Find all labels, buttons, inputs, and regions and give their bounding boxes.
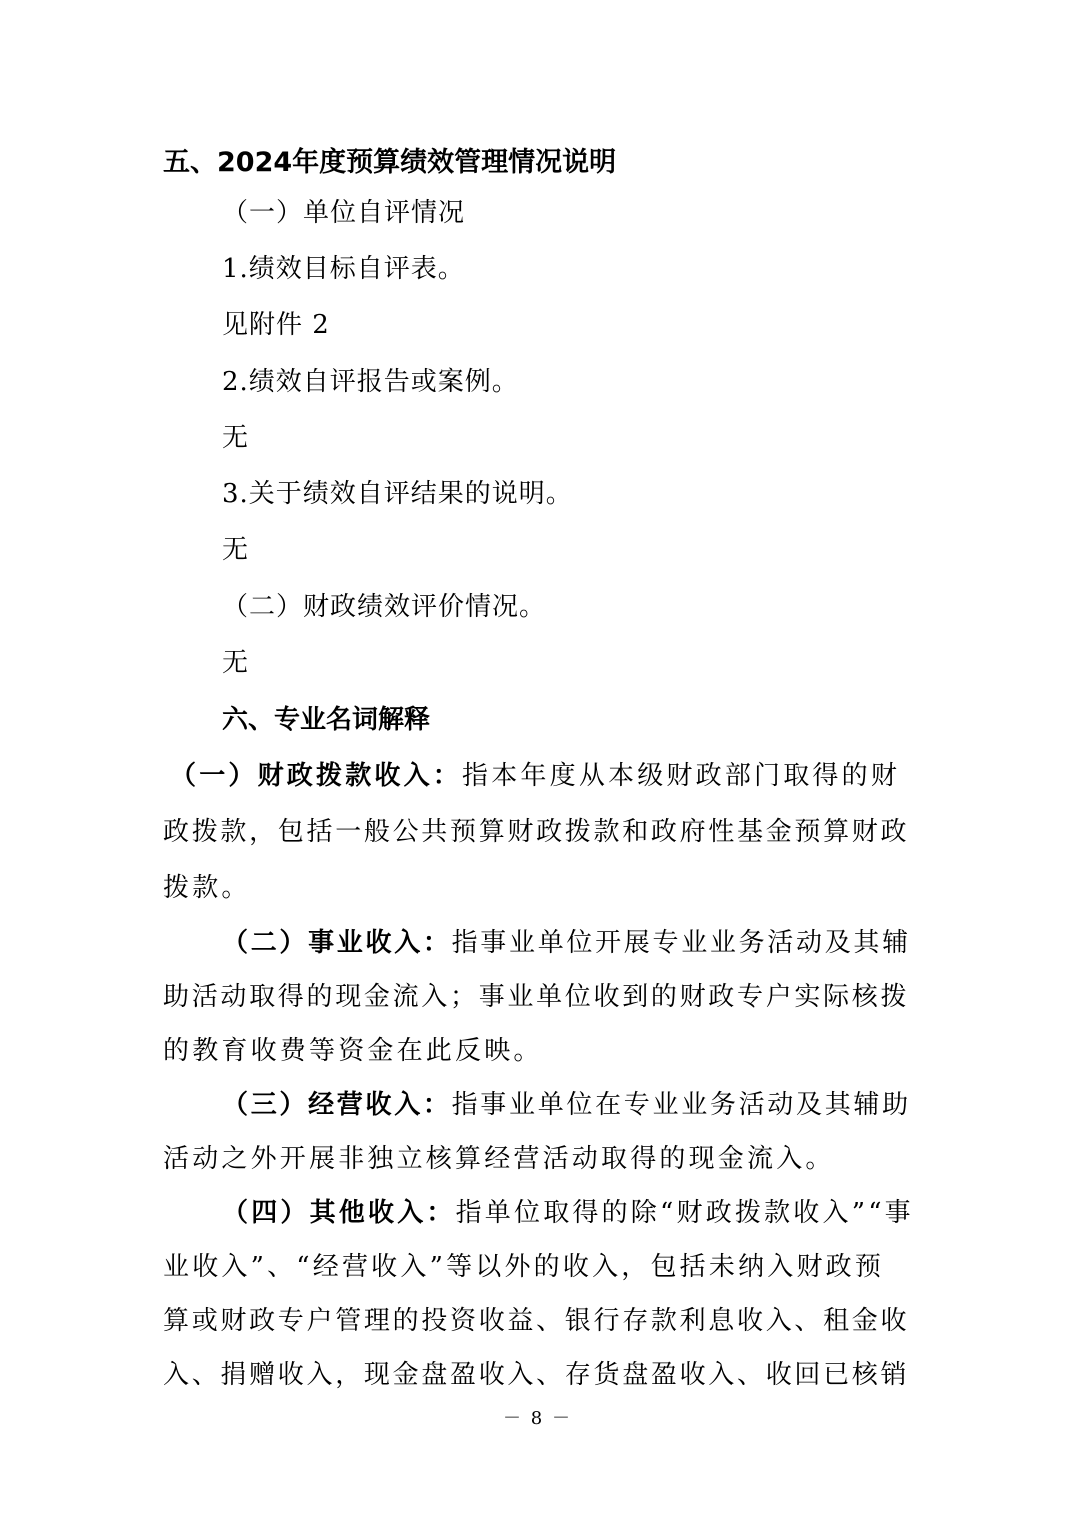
- sub2-value: 无: [222, 648, 250, 678]
- term1-text-1: 指本年度从本级财政部门取得的财: [462, 761, 901, 791]
- section6-heading: 六、专业名词解释: [222, 705, 431, 735]
- term1-label: （一）财政拨款收入：: [170, 761, 463, 791]
- term4-line3: 算或财政专户管理的投资收益、银行存款利息收入、租金收: [163, 1306, 910, 1336]
- item3-value: 无: [222, 535, 250, 565]
- term2-line3: 的教育收费等资金在此反映。: [163, 1036, 543, 1066]
- term1-line1: [170, 759, 900, 793]
- term4-line1: [222, 1196, 914, 1230]
- term3-line1: [222, 1088, 911, 1122]
- item1-title: 1.绩效目标自评表。: [222, 254, 465, 284]
- term4-label: （四）其他收入：: [222, 1198, 456, 1228]
- item3-title: 3.关于绩效自评结果的说明。: [222, 479, 573, 509]
- sub1-heading: （一）单位自评情况: [222, 198, 466, 228]
- term3-line2: 活动之外开展非独立核算经营活动取得的现金流入。: [163, 1144, 835, 1174]
- term2-text-1: 指事业单位开展专业业务活动及其辅: [451, 928, 911, 958]
- term1-line2: 政拨款，包括一般公共预算财政拨款和政府性基金预算财政: [163, 817, 910, 847]
- term4-line2: 业收入”、“经营收入”等以外的收入，包括未纳入财政预: [163, 1252, 885, 1282]
- section5-heading: 五、2024年度预算绩效管理情况说明: [163, 147, 617, 178]
- page-number: － 8 －: [503, 1408, 572, 1429]
- term4-text-1: 指单位取得的除“财政拨款收入”“事: [455, 1198, 914, 1228]
- term3-label: （三）经营收入：: [222, 1090, 452, 1120]
- sub2-heading: （二）财政绩效评价情况。: [222, 592, 547, 622]
- term2-label: （二）事业收入：: [222, 928, 452, 958]
- item2-title: 2.绩效自评报告或案例。: [222, 367, 519, 397]
- term1-line3: 拨款。: [163, 873, 251, 903]
- term3-text-1: 指事业单位在专业业务活动及其辅助: [451, 1090, 911, 1120]
- term4-line4: 入、捐赠收入，现金盘盈收入、存货盘盈收入、收回已核销: [163, 1360, 910, 1390]
- term2-line2: 助活动取得的现金流入；事业单位收到的财政专户实际核拨: [163, 982, 910, 1012]
- item2-value: 无: [222, 423, 250, 453]
- term2-line1: [222, 926, 911, 960]
- item1-value: 见附件 2: [222, 310, 330, 340]
